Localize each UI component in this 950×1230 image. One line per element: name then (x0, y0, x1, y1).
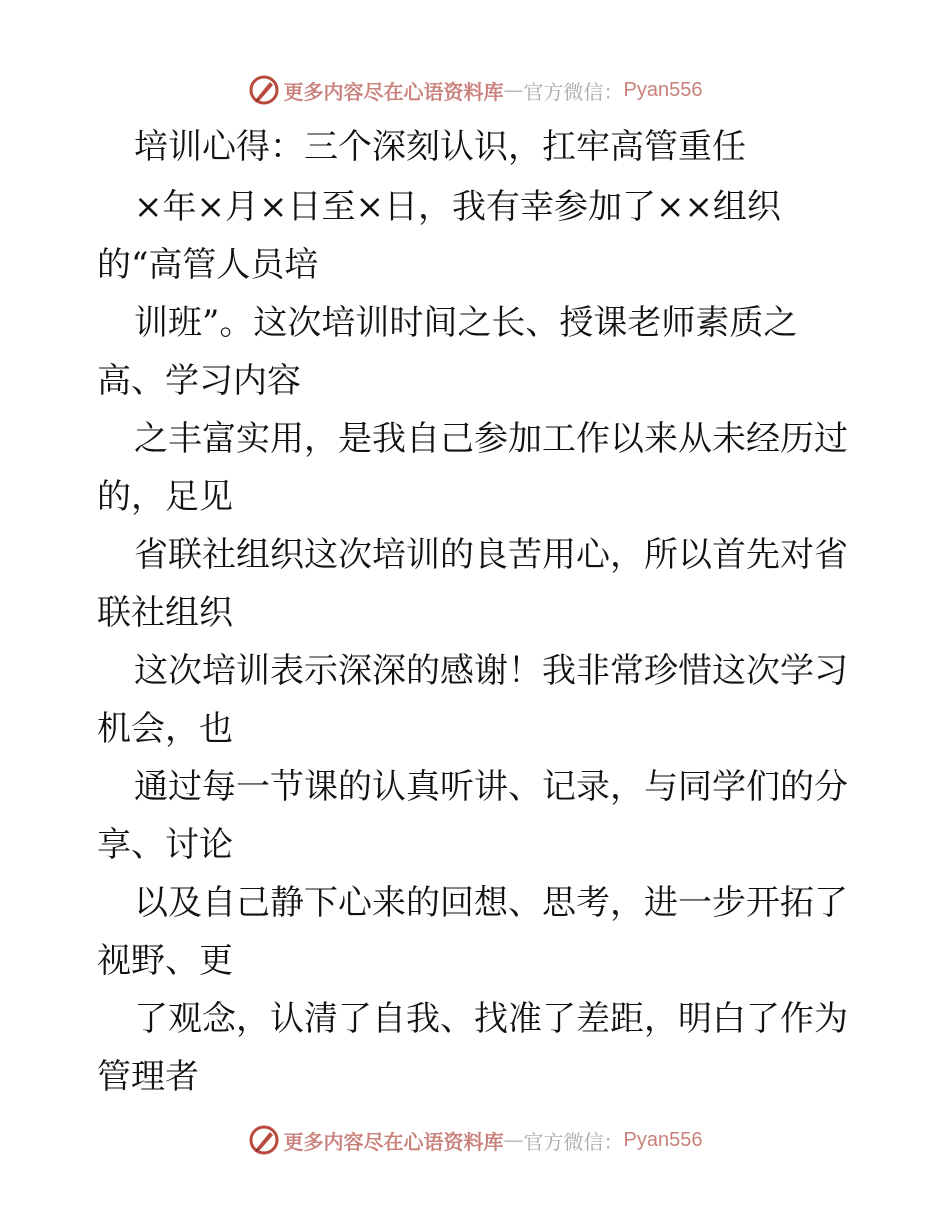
paragraph-line: 这次培训表示深深的感谢！我非常珍惜这次学习 (134, 651, 848, 691)
paragraph-line: 以及自己静下心来的回想、思考，进一步开拓了 (134, 883, 848, 923)
paragraph-line: 视野、更 (97, 941, 233, 981)
paragraph-line: 的“高管人员培 (97, 245, 319, 285)
paragraph-line: 通过每一节课的认真听讲、记录，与同学们的分 (134, 767, 848, 807)
watermark-brand-text: 更多内容尽在心语资料库 (283, 1129, 504, 1154)
footer-watermark (0, 1120, 950, 1160)
paragraph-line: 之丰富实用，是我自己参加工作以来从未经历过 (134, 419, 848, 459)
paragraph-line: 的，足见 (97, 477, 233, 517)
header-watermark (0, 70, 950, 110)
paragraph-line: 高、学习内容 (97, 361, 301, 401)
watermark-wechat-label: 官方微信： (523, 1129, 624, 1154)
watermark-dash: — (503, 78, 524, 102)
paragraph-line: 机会，也 (97, 709, 233, 749)
watermark-wechat-id: Pyan556 (623, 78, 703, 101)
watermark-wechat-id: Pyan556 (623, 1128, 703, 1151)
paragraph-line: ×年×月×日至×日，我有幸参加了××组织 (134, 187, 781, 227)
paragraph-line: 省联社组织这次培训的良苦用心，所以首先对省 (134, 535, 848, 575)
document-title: 培训心得：三个深刻认识，扛牢高管重任 (134, 127, 746, 167)
paragraph-line: 管理者 (97, 1057, 199, 1097)
paragraph-line: 享、讨论 (97, 825, 233, 865)
watermark-brand-text: 更多内容尽在心语资料库 (283, 79, 504, 104)
watermark-wechat-label: 官方微信： (523, 79, 624, 104)
paragraph-line: 了观念，认清了自我、找准了差距，明白了作为 (134, 999, 848, 1039)
pen-logo-icon (248, 1124, 280, 1156)
paragraph-line: 训班”。这次培训时间之长、授课老师素质之 (134, 303, 798, 343)
watermark-dash: — (503, 1128, 524, 1152)
paragraph-line: 联社组织 (97, 593, 233, 633)
pen-logo-icon (248, 74, 280, 106)
